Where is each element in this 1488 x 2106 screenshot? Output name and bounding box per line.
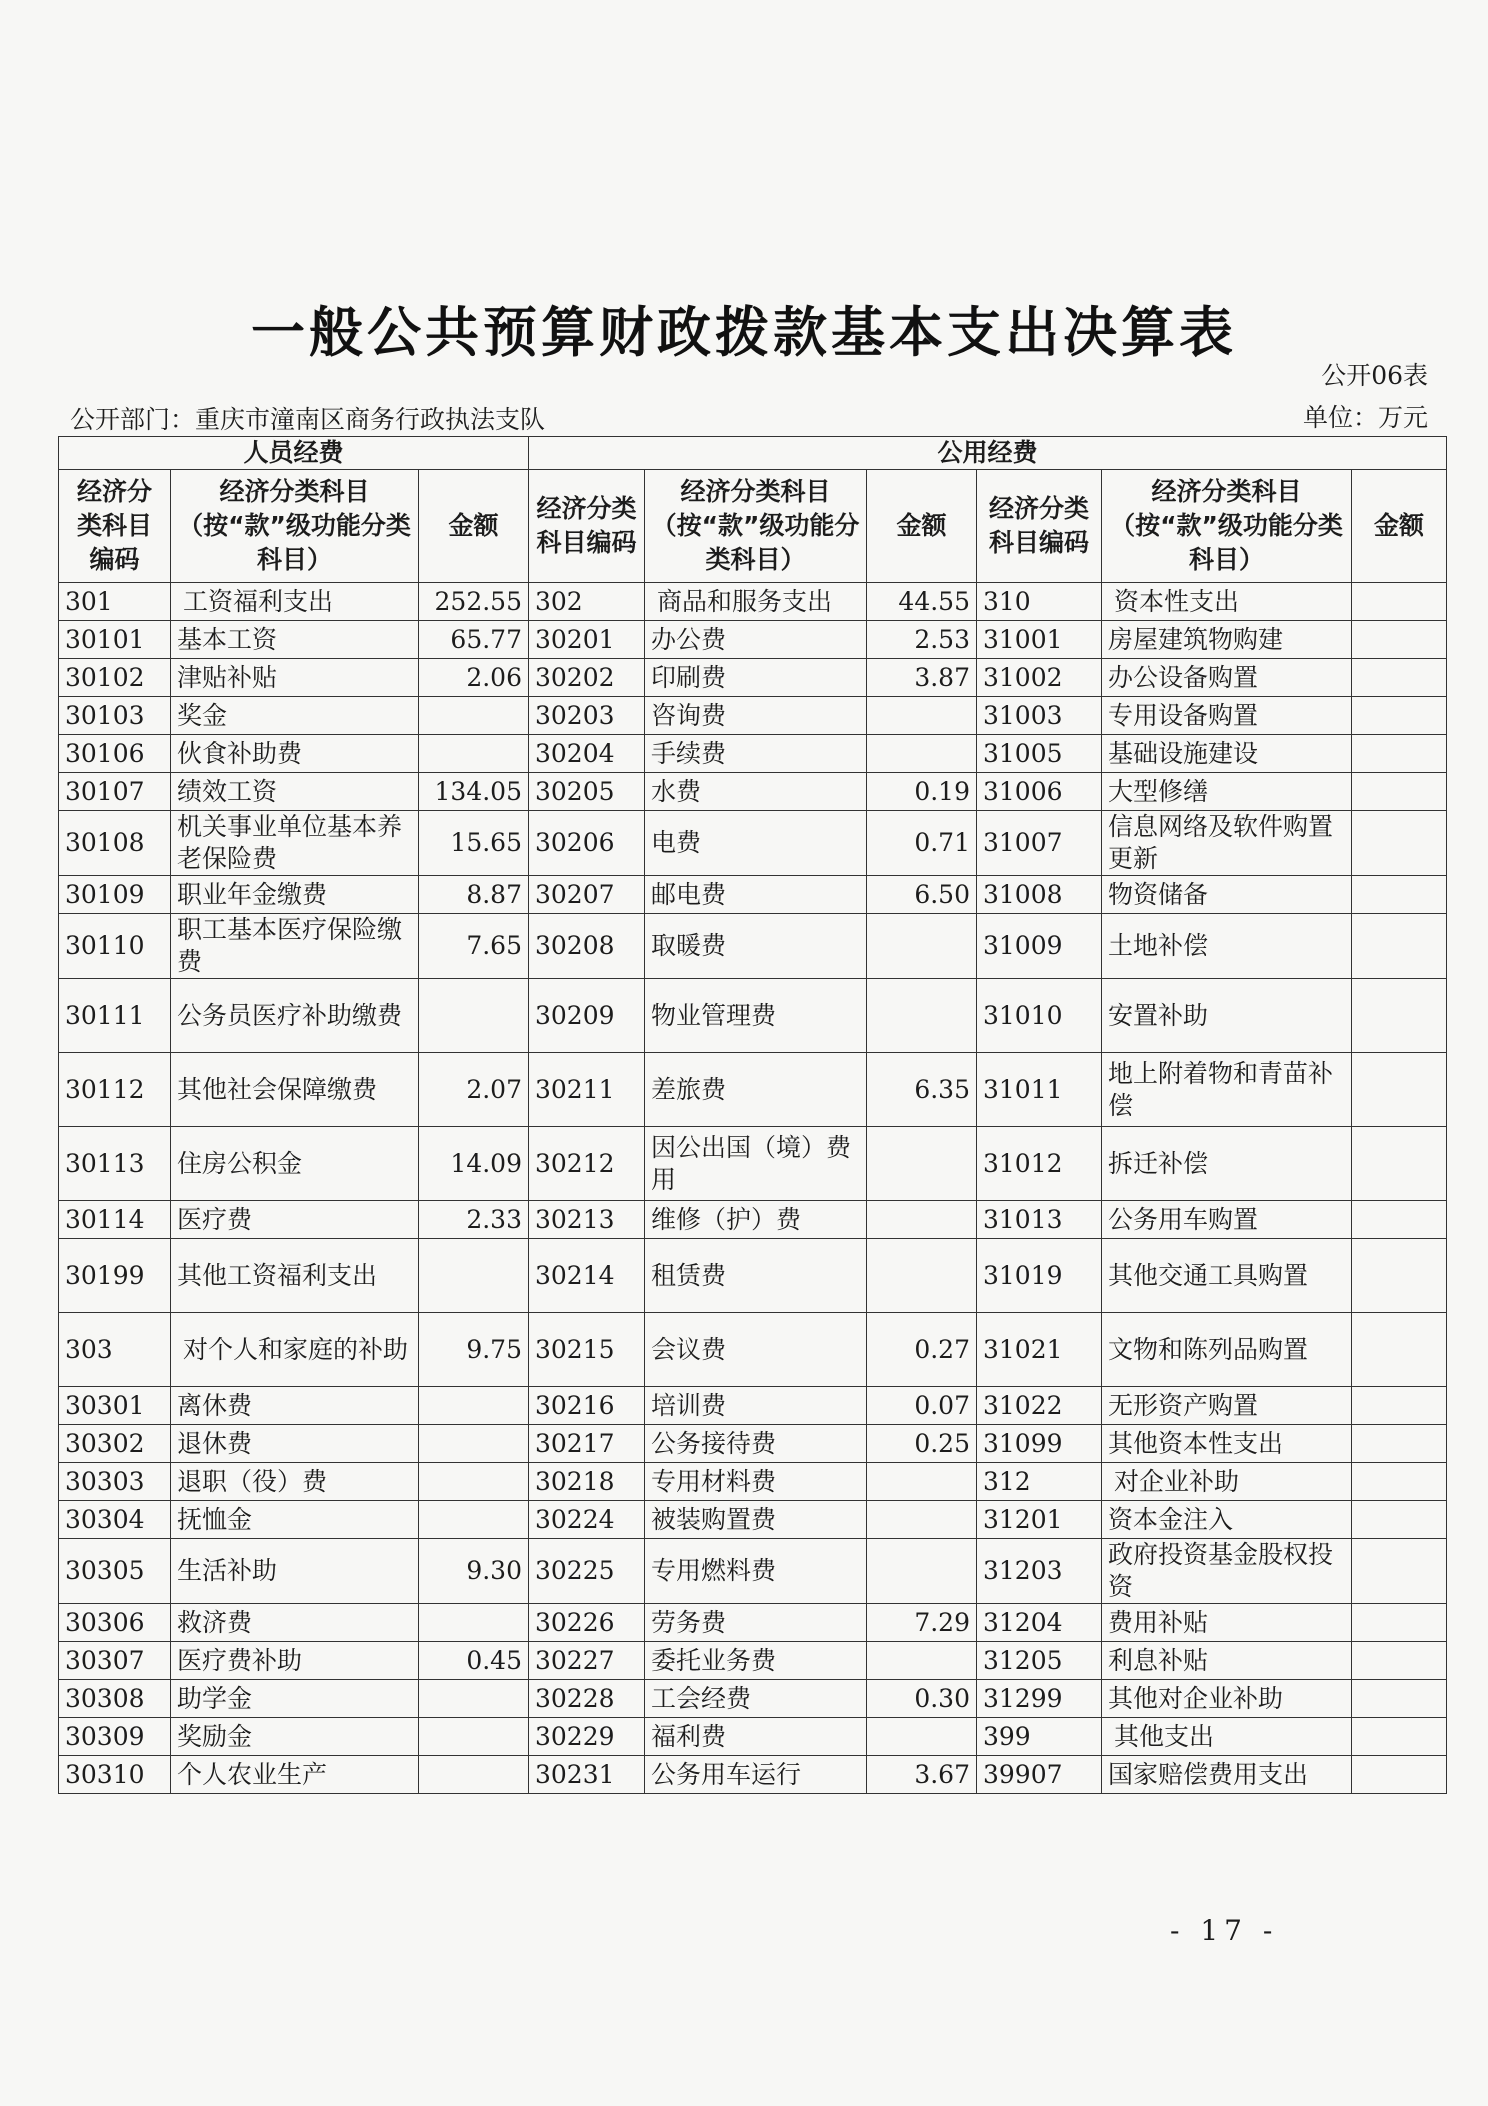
code-cell: 31012 [977, 1127, 1102, 1201]
amount-cell [1352, 583, 1447, 621]
name-cell: 国家赔偿费用支出 [1102, 1756, 1352, 1794]
code-cell: 31204 [977, 1604, 1102, 1642]
amount-cell [867, 914, 977, 979]
code-cell: 30225 [529, 1539, 645, 1604]
name-cell: 医疗费 [171, 1201, 419, 1239]
name-cell: 资本金注入 [1102, 1501, 1352, 1539]
code-cell: 31001 [977, 621, 1102, 659]
code-cell: 310 [977, 583, 1102, 621]
amount-cell [419, 697, 529, 735]
code-cell: 30303 [59, 1463, 171, 1501]
code-cell: 30212 [529, 1127, 645, 1201]
code-cell: 30217 [529, 1425, 645, 1463]
amount-cell [1352, 1539, 1447, 1604]
name-cell: 医疗费补助 [171, 1642, 419, 1680]
code-cell: 30218 [529, 1463, 645, 1501]
amount-cell [419, 1604, 529, 1642]
amount-cell [1352, 1463, 1447, 1501]
amount-cell [1352, 811, 1447, 876]
table-row [59, 1501, 1447, 1539]
name-cell: 专用设备购置 [1102, 697, 1352, 735]
code-cell: 30106 [59, 735, 171, 773]
amount-cell [419, 1387, 529, 1425]
code-cell: 30216 [529, 1387, 645, 1425]
code-cell: 30110 [59, 914, 171, 979]
code-cell: 30109 [59, 876, 171, 914]
code-cell: 30204 [529, 735, 645, 773]
code-cell: 31006 [977, 773, 1102, 811]
name-cell: 对企业补助 [1102, 1463, 1352, 1501]
amount-cell: 0.45 [419, 1642, 529, 1680]
name-cell: 个人农业生产 [171, 1756, 419, 1794]
table-row [59, 1756, 1447, 1794]
name-cell: 房屋建筑物购建 [1102, 621, 1352, 659]
table-row [59, 1053, 1447, 1127]
table-row [59, 583, 1447, 621]
name-cell: 其他对企业补助 [1102, 1680, 1352, 1718]
name-cell: 拆迁补偿 [1102, 1127, 1352, 1201]
code-cell: 30309 [59, 1718, 171, 1756]
amount-cell: 15.65 [419, 811, 529, 876]
amount-cell: 7.29 [867, 1604, 977, 1642]
name-cell: 职业年金缴费 [171, 876, 419, 914]
name-cell: 基本工资 [171, 621, 419, 659]
amount-cell: 14.09 [419, 1127, 529, 1201]
code-cell: 31201 [977, 1501, 1102, 1539]
header-name: 经济分类科目（按“款”级功能分类科目） [645, 470, 867, 583]
code-cell: 30214 [529, 1239, 645, 1313]
amount-cell: 9.75 [419, 1313, 529, 1387]
amount-cell [1352, 914, 1447, 979]
amount-cell [1352, 621, 1447, 659]
table-row [59, 735, 1447, 773]
name-cell: 奖金 [171, 697, 419, 735]
name-cell: 水费 [645, 773, 867, 811]
amount-cell [1352, 1053, 1447, 1127]
amount-cell [867, 1642, 977, 1680]
amount-cell [419, 1680, 529, 1718]
code-cell: 30310 [59, 1756, 171, 1794]
name-cell: 其他资本性支出 [1102, 1425, 1352, 1463]
code-cell: 30231 [529, 1756, 645, 1794]
code-cell: 31203 [977, 1539, 1102, 1604]
name-cell: 电费 [645, 811, 867, 876]
name-cell: 其他工资福利支出 [171, 1239, 419, 1313]
amount-cell [1352, 1425, 1447, 1463]
unit-label: 单位：万元 [1302, 403, 1428, 432]
amount-cell [1352, 1718, 1447, 1756]
group-header-public: 公用经费 [529, 437, 1447, 470]
amount-cell [1352, 1604, 1447, 1642]
table-row [59, 1425, 1447, 1463]
code-cell: 30202 [529, 659, 645, 697]
code-cell: 31007 [977, 811, 1102, 876]
amount-cell [419, 1425, 529, 1463]
amount-cell [419, 735, 529, 773]
amount-cell [1352, 1501, 1447, 1539]
name-cell: 津贴补贴 [171, 659, 419, 697]
header-name: 经济分类科目（按“款”级功能分类科目） [1102, 470, 1352, 583]
code-cell: 30215 [529, 1313, 645, 1387]
code-cell: 31003 [977, 697, 1102, 735]
amount-cell [419, 1756, 529, 1794]
amount-cell [1352, 1680, 1447, 1718]
name-cell: 专用燃料费 [645, 1539, 867, 1604]
amount-cell [867, 1718, 977, 1756]
code-cell: 31002 [977, 659, 1102, 697]
code-cell: 31013 [977, 1201, 1102, 1239]
name-cell: 土地补偿 [1102, 914, 1352, 979]
name-cell: 委托业务费 [645, 1642, 867, 1680]
code-cell: 312 [977, 1463, 1102, 1501]
amount-cell: 134.05 [419, 773, 529, 811]
header-code: 经济分类科目编码 [529, 470, 645, 583]
name-cell: 物业管理费 [645, 979, 867, 1053]
name-cell: 办公设备购置 [1102, 659, 1352, 697]
name-cell: 会议费 [645, 1313, 867, 1387]
amount-cell [867, 1127, 977, 1201]
name-cell: 地上附着物和青苗补偿 [1102, 1053, 1352, 1127]
amount-cell [867, 1463, 977, 1501]
name-cell: 维修（护）费 [645, 1201, 867, 1239]
name-cell: 劳务费 [645, 1604, 867, 1642]
name-cell: 伙食补助费 [171, 735, 419, 773]
name-cell: 政府投资基金股权投资 [1102, 1539, 1352, 1604]
code-cell: 31021 [977, 1313, 1102, 1387]
expenditure-table [58, 436, 1447, 1794]
amount-cell [1352, 1387, 1447, 1425]
amount-cell: 0.71 [867, 811, 977, 876]
name-cell: 离休费 [171, 1387, 419, 1425]
table-row [59, 979, 1447, 1053]
page-title: 一般公共预算财政拨款基本支出决算表 [251, 301, 1237, 364]
table-row [59, 1680, 1447, 1718]
amount-cell [867, 979, 977, 1053]
code-cell: 30227 [529, 1642, 645, 1680]
name-cell: 因公出国（境）费用 [645, 1127, 867, 1201]
amount-cell: 0.19 [867, 773, 977, 811]
code-cell: 30206 [529, 811, 645, 876]
header-code: 经济分类科目编码 [977, 470, 1102, 583]
amount-cell: 252.55 [419, 583, 529, 621]
code-cell: 30207 [529, 876, 645, 914]
name-cell: 被装购置费 [645, 1501, 867, 1539]
code-cell: 30306 [59, 1604, 171, 1642]
amount-cell [1352, 1201, 1447, 1239]
name-cell: 对个人和家庭的补助 [171, 1313, 419, 1387]
code-cell: 31008 [977, 876, 1102, 914]
code-cell: 30229 [529, 1718, 645, 1756]
table-row [59, 773, 1447, 811]
name-cell: 抚恤金 [171, 1501, 419, 1539]
name-cell: 印刷费 [645, 659, 867, 697]
name-cell: 手续费 [645, 735, 867, 773]
amount-cell [419, 1718, 529, 1756]
name-cell: 其他支出 [1102, 1718, 1352, 1756]
name-cell: 取暖费 [645, 914, 867, 979]
name-cell: 奖励金 [171, 1718, 419, 1756]
name-cell: 工会经费 [645, 1680, 867, 1718]
name-cell: 公务用车运行 [645, 1756, 867, 1794]
code-cell: 30101 [59, 621, 171, 659]
table-row [59, 1313, 1447, 1387]
code-cell: 30302 [59, 1425, 171, 1463]
amount-cell: 0.27 [867, 1313, 977, 1387]
amount-cell: 0.07 [867, 1387, 977, 1425]
code-cell: 31205 [977, 1642, 1102, 1680]
table-row [59, 1387, 1447, 1425]
code-cell: 30199 [59, 1239, 171, 1313]
amount-cell [867, 1201, 977, 1239]
code-cell: 30114 [59, 1201, 171, 1239]
amount-cell [1352, 876, 1447, 914]
header-amount: 金额 [867, 470, 977, 583]
code-cell: 30103 [59, 697, 171, 735]
table-row [59, 811, 1447, 876]
name-cell: 租赁费 [645, 1239, 867, 1313]
amount-cell [419, 1239, 529, 1313]
amount-cell [419, 1501, 529, 1539]
table-row [59, 1463, 1447, 1501]
code-cell: 30209 [529, 979, 645, 1053]
amount-cell [1352, 1239, 1447, 1313]
code-cell: 31299 [977, 1680, 1102, 1718]
table-row [59, 1239, 1447, 1313]
amount-cell [1352, 1756, 1447, 1794]
name-cell: 退休费 [171, 1425, 419, 1463]
amount-cell [1352, 1313, 1447, 1387]
code-cell: 30226 [529, 1604, 645, 1642]
code-cell: 31099 [977, 1425, 1102, 1463]
name-cell: 文物和陈列品购置 [1102, 1313, 1352, 1387]
code-cell: 30205 [529, 773, 645, 811]
name-cell: 费用补贴 [1102, 1604, 1352, 1642]
amount-cell: 3.67 [867, 1756, 977, 1794]
code-cell: 30112 [59, 1053, 171, 1127]
name-cell: 绩效工资 [171, 773, 419, 811]
name-cell: 无形资产购置 [1102, 1387, 1352, 1425]
amount-cell: 7.65 [419, 914, 529, 979]
amount-cell: 3.87 [867, 659, 977, 697]
amount-cell [1352, 773, 1447, 811]
name-cell: 生活补助 [171, 1539, 419, 1604]
name-cell: 物资储备 [1102, 876, 1352, 914]
name-cell: 救济费 [171, 1604, 419, 1642]
department-label: 公开部门：重庆市潼南区商务行政执法支队 [70, 405, 546, 434]
code-cell: 31022 [977, 1387, 1102, 1425]
code-cell: 30201 [529, 621, 645, 659]
code-cell: 399 [977, 1718, 1102, 1756]
table-row [59, 1642, 1447, 1680]
amount-cell [1352, 735, 1447, 773]
code-cell: 30203 [529, 697, 645, 735]
code-cell: 302 [529, 583, 645, 621]
name-cell: 利息补贴 [1102, 1642, 1352, 1680]
header-amount: 金额 [1352, 470, 1447, 583]
name-cell: 职工基本医疗保险缴费 [171, 914, 419, 979]
table-row [59, 914, 1447, 979]
name-cell: 信息网络及软件购置更新 [1102, 811, 1352, 876]
amount-cell [1352, 697, 1447, 735]
name-cell: 其他交通工具购置 [1102, 1239, 1352, 1313]
table-row [59, 1604, 1447, 1642]
header-amount: 金额 [419, 470, 529, 583]
amount-cell: 0.30 [867, 1680, 977, 1718]
code-cell: 31010 [977, 979, 1102, 1053]
name-cell: 资本性支出 [1102, 583, 1352, 621]
amount-cell: 2.06 [419, 659, 529, 697]
code-cell: 30113 [59, 1127, 171, 1201]
name-cell: 办公费 [645, 621, 867, 659]
code-cell: 30304 [59, 1501, 171, 1539]
name-cell: 专用材料费 [645, 1463, 867, 1501]
amount-cell [1352, 1127, 1447, 1201]
code-cell: 30111 [59, 979, 171, 1053]
code-cell: 30108 [59, 811, 171, 876]
page-number: - 17 - [1170, 1914, 1279, 1947]
amount-cell [867, 1239, 977, 1313]
code-cell: 31019 [977, 1239, 1102, 1313]
name-cell: 其他社会保障缴费 [171, 1053, 419, 1127]
code-cell: 30228 [529, 1680, 645, 1718]
name-cell: 咨询费 [645, 697, 867, 735]
name-cell: 差旅费 [645, 1053, 867, 1127]
table-row [59, 876, 1447, 914]
amount-cell [419, 1463, 529, 1501]
name-cell: 公务员医疗补助缴费 [171, 979, 419, 1053]
name-cell: 助学金 [171, 1680, 419, 1718]
header-code: 经济分类科目编码 [59, 470, 171, 583]
name-cell: 公务用车购置 [1102, 1201, 1352, 1239]
table-row [59, 1127, 1447, 1201]
group-header-personnel: 人员经费 [59, 437, 529, 470]
table-row [59, 659, 1447, 697]
name-cell: 退职（役）费 [171, 1463, 419, 1501]
name-cell: 安置补助 [1102, 979, 1352, 1053]
code-cell: 39907 [977, 1756, 1102, 1794]
name-cell: 基础设施建设 [1102, 735, 1352, 773]
code-cell: 30208 [529, 914, 645, 979]
name-cell: 商品和服务支出 [645, 583, 867, 621]
code-cell: 30224 [529, 1501, 645, 1539]
amount-cell [867, 697, 977, 735]
name-cell: 公务接待费 [645, 1425, 867, 1463]
amount-cell [419, 979, 529, 1053]
code-cell: 303 [59, 1313, 171, 1387]
amount-cell: 6.35 [867, 1053, 977, 1127]
amount-cell: 44.55 [867, 583, 977, 621]
table-row [59, 1201, 1447, 1239]
code-cell: 301 [59, 583, 171, 621]
amount-cell: 8.87 [419, 876, 529, 914]
amount-cell: 65.77 [419, 621, 529, 659]
amount-cell: 0.25 [867, 1425, 977, 1463]
code-cell: 30301 [59, 1387, 171, 1425]
code-cell: 31005 [977, 735, 1102, 773]
name-cell: 培训费 [645, 1387, 867, 1425]
amount-cell [867, 735, 977, 773]
amount-cell [1352, 659, 1447, 697]
code-cell: 30213 [529, 1201, 645, 1239]
amount-cell [867, 1539, 977, 1604]
code-cell: 30307 [59, 1642, 171, 1680]
code-cell: 30107 [59, 773, 171, 811]
code-cell: 30308 [59, 1680, 171, 1718]
amount-cell [867, 1501, 977, 1539]
table-row [59, 621, 1447, 659]
code-cell: 30305 [59, 1539, 171, 1604]
code-cell: 30211 [529, 1053, 645, 1127]
amount-cell: 6.50 [867, 876, 977, 914]
name-cell: 大型修缮 [1102, 773, 1352, 811]
table-row [59, 1539, 1447, 1604]
name-cell: 工资福利支出 [171, 583, 419, 621]
table-row [59, 1718, 1447, 1756]
table-row [59, 697, 1447, 735]
name-cell: 邮电费 [645, 876, 867, 914]
amount-cell: 9.30 [419, 1539, 529, 1604]
code-cell: 30102 [59, 659, 171, 697]
name-cell: 福利费 [645, 1718, 867, 1756]
name-cell: 住房公积金 [171, 1127, 419, 1201]
table-number: 公开06表 [1321, 361, 1428, 390]
name-cell: 机关事业单位基本养老保险费 [171, 811, 419, 876]
header-name: 经济分类科目（按“款”级功能分类科目） [171, 470, 419, 583]
amount-cell: 2.53 [867, 621, 977, 659]
amount-cell [1352, 1642, 1447, 1680]
amount-cell [1352, 979, 1447, 1053]
code-cell: 31009 [977, 914, 1102, 979]
amount-cell: 2.33 [419, 1201, 529, 1239]
code-cell: 31011 [977, 1053, 1102, 1127]
amount-cell: 2.07 [419, 1053, 529, 1127]
